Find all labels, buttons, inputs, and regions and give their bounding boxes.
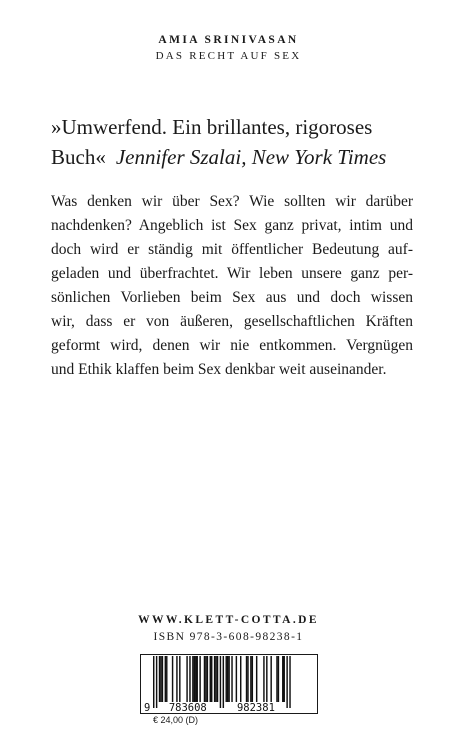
barcode-bar [197,656,198,702]
barcode-bar [278,656,279,702]
barcode [140,654,318,714]
barcode-bar [256,656,257,702]
barcode-bar [156,656,157,708]
barcode-bar [250,656,251,702]
header [0,32,457,64]
barcode-bar [252,656,253,702]
quote-line-1: »Umwerfend. Ein brillantes, rigoroses [51,115,373,139]
barcode-bar [223,656,224,708]
review-quote [51,112,421,172]
barcode-bar [263,656,264,702]
barcode-bar [186,656,187,702]
quote-line-2 [51,142,421,172]
barcode-bar [246,656,247,702]
barcode-bar [270,656,271,702]
barcode-bar [204,656,205,702]
barcode-bar [282,656,283,702]
barcode-bar [179,656,180,702]
barcode-graphic [140,654,318,714]
barcode-bar [220,656,221,708]
barcode-bar [195,656,196,702]
barcode-bar [289,656,290,708]
barcode-bar [165,656,166,702]
blurb-line: doch wird er ständig mit öffentlicher Bedeutung auf- [51,241,413,258]
barcode-bar [215,656,216,702]
blurb-line: geformt wird, denen wir nie entkommen. Vergnügen [51,337,413,354]
blurb-line: und Ethik klaffen beim Sex denkbar weit auseinander. [51,361,387,378]
blurb-line: sönlichen Vorlieben beim Sex aus und doch wissen [51,289,413,306]
isbn-number: ISBN 978-3-608-98238-1 [153,631,304,643]
blurb-text [51,190,413,382]
barcode-bar [247,656,248,702]
barcode-bar [211,656,212,702]
barcode-bar [228,656,229,702]
barcode-bar [284,656,285,702]
barcode-bar [226,656,227,702]
quote-end: Buch« [51,145,106,169]
barcode-bar [286,656,287,708]
barcode-digits: 982381 [236,702,275,714]
barcode-bar [189,656,190,702]
barcode-bar [160,656,161,702]
blurb-line: geladen und überfrachtet. Wir leben unsere ganz per- [51,265,413,282]
barcode-bar [205,656,206,702]
barcode-bar [192,656,193,702]
barcode-bar [266,656,267,702]
barcode-bar [207,656,208,702]
barcode-bar [199,656,200,702]
barcode-bar [172,656,173,702]
footer [0,612,457,645]
barcode-digits: 9 [144,702,151,714]
barcode-bar [159,656,160,702]
barcode-bar [214,656,215,702]
barcode-bar [176,656,177,702]
barcode-bar [227,656,228,702]
book-title: DAS RECHT AUF SEX [155,50,302,62]
barcode-bar [194,656,195,702]
barcode-bar [210,656,211,702]
author-name: AMIA SRINIVASAN [158,34,299,46]
barcode-digits: 783608 [168,702,207,714]
quote-source: Jennifer Szalai, New York Times [115,145,387,169]
blurb-line: Was denken wir über Sex? Wie sollten wir darüber [51,193,413,210]
barcode-bar [166,656,167,702]
blurb-line: nachdenken? Angeblich ist Sex ganz privat, intim und [51,217,413,234]
barcode-bar [153,656,154,708]
barcode-bar [236,656,237,702]
blurb-line: wir, dass er von äußeren, gesellschaftlichen Kräften [51,313,413,330]
publisher-website: WWW.KLETT-COTTA.DE [138,614,319,626]
barcode-bar [276,656,277,702]
barcode-bar [217,656,218,702]
barcode-bar [162,656,163,702]
barcode-bar [240,656,241,702]
price-label: € 24,00 (D) [153,715,199,725]
barcode-bar [231,656,232,702]
